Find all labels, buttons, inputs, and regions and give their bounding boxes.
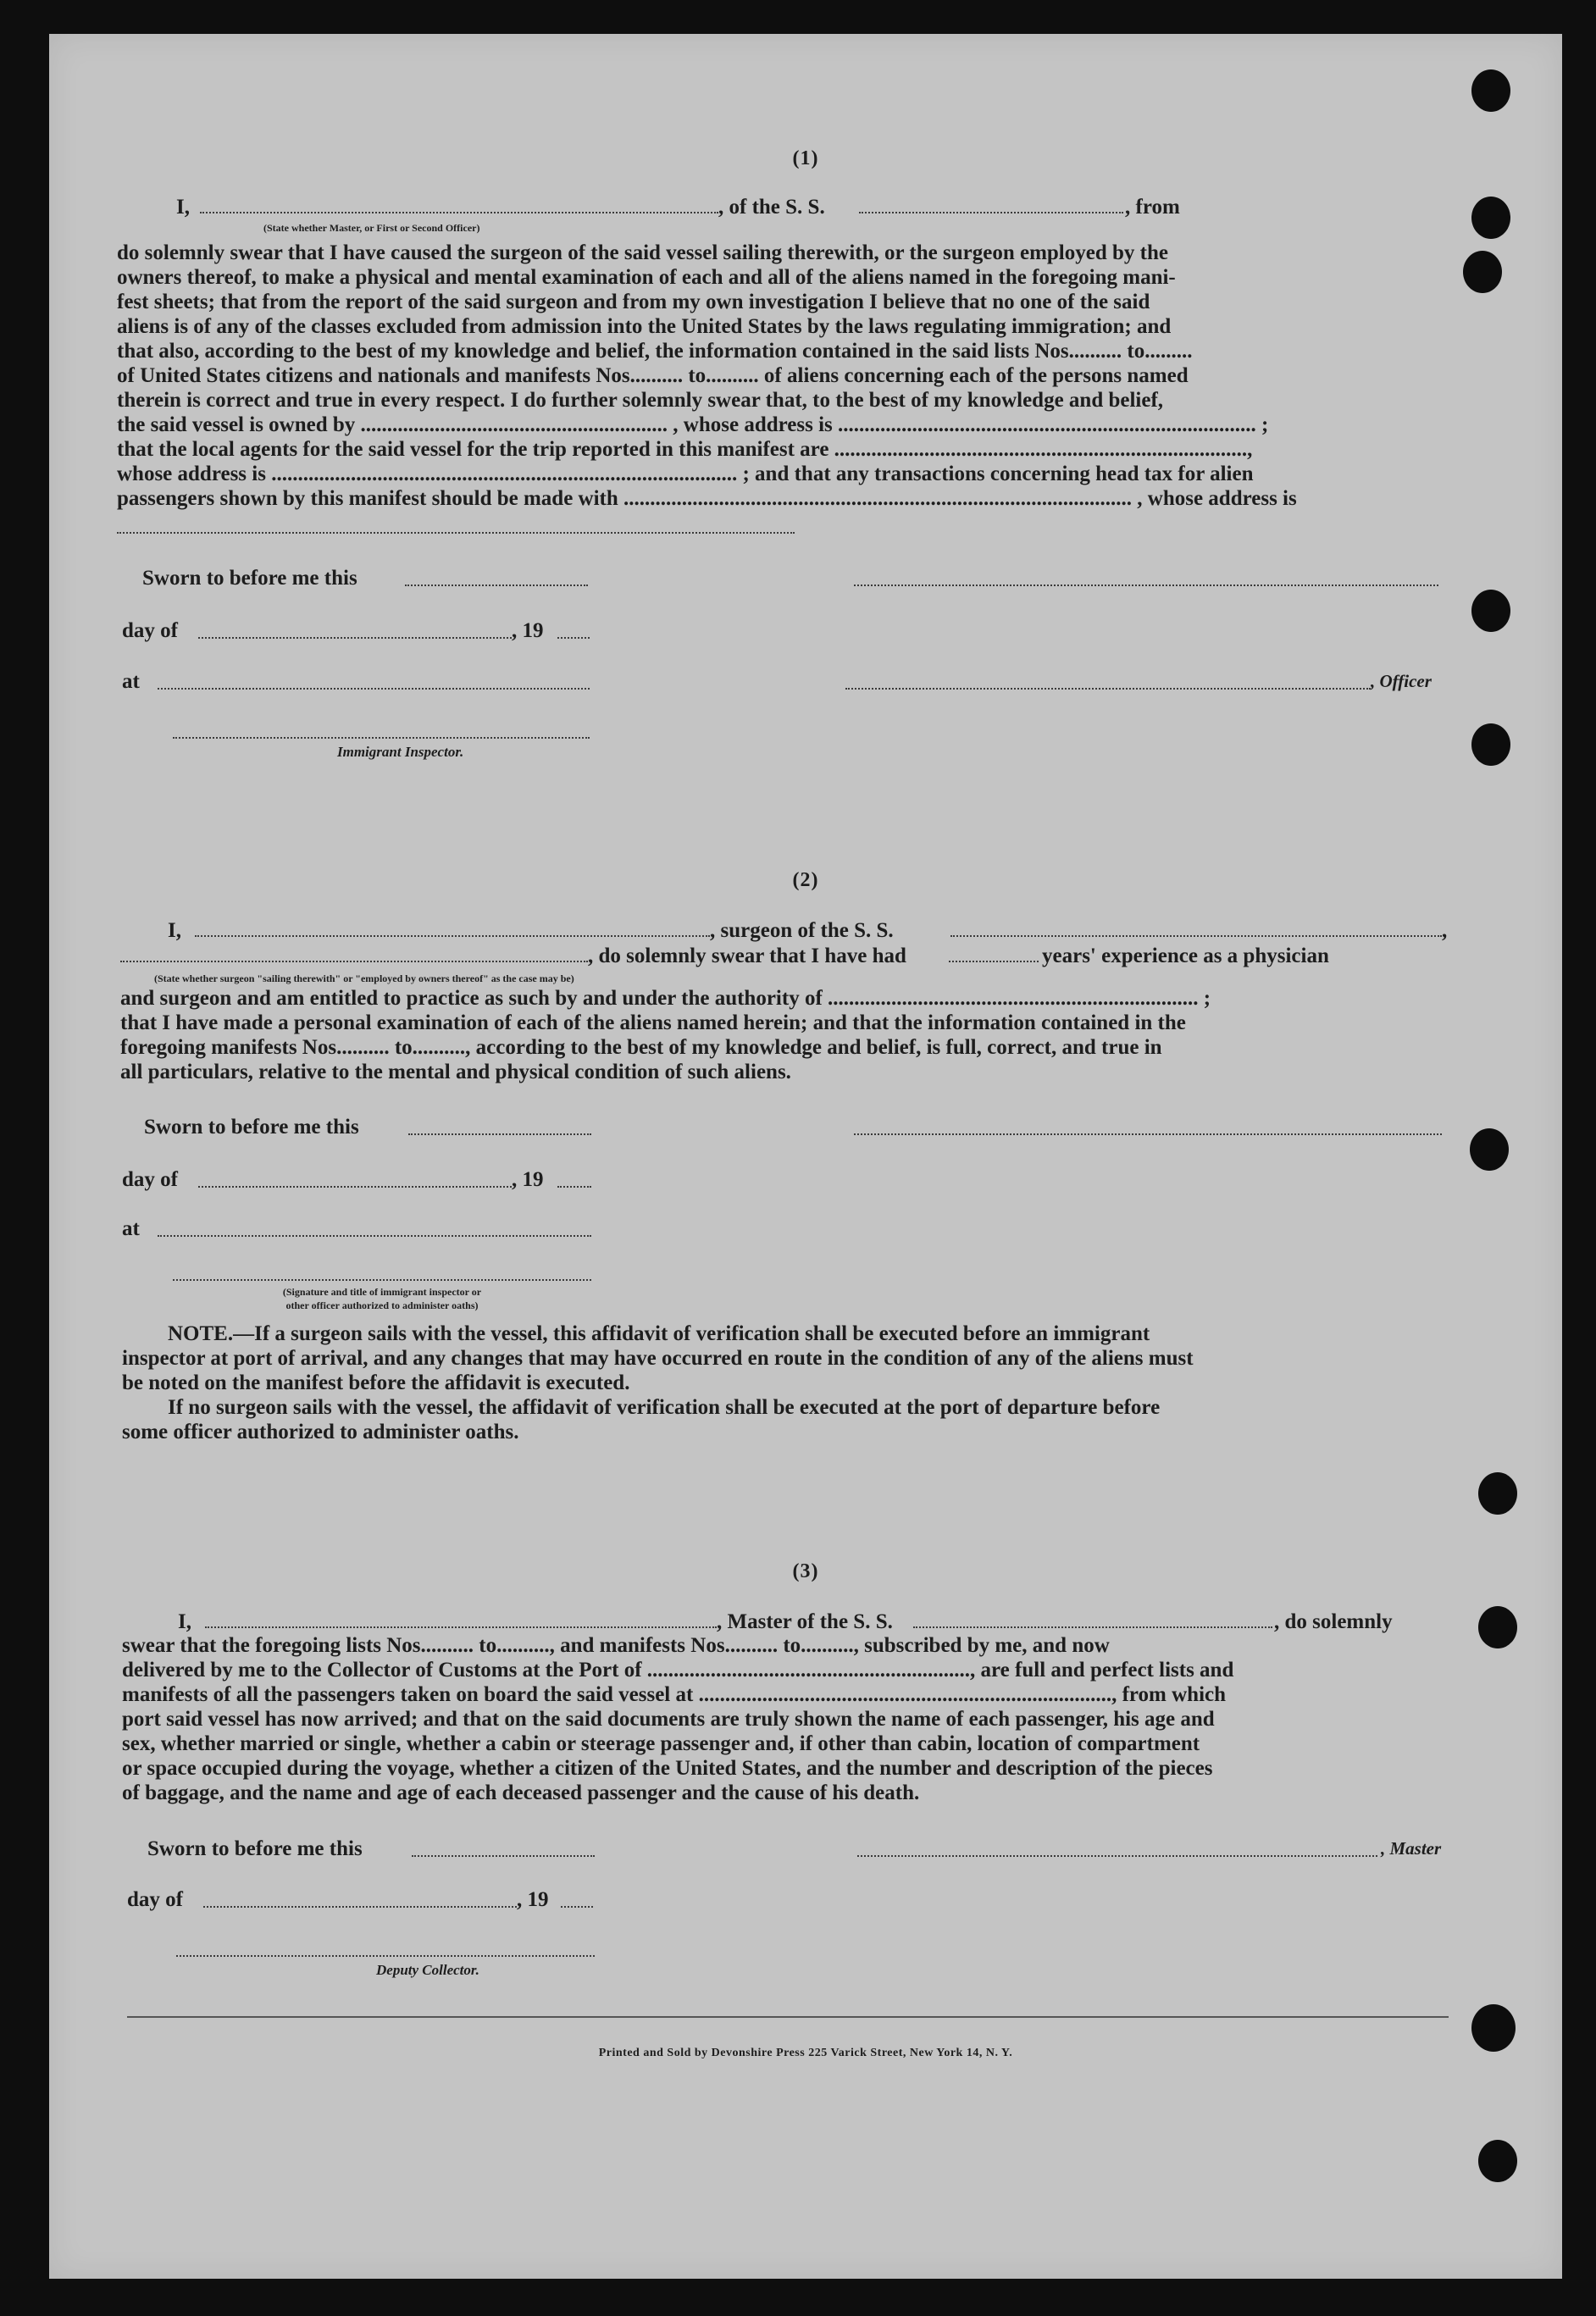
officer-title-field[interactable] xyxy=(845,688,1371,690)
s1-line: do solemnly swear that I have caused the surgeon of the said vessel sailing therewith, or the surgeon employed by the xyxy=(117,241,1168,264)
section-1-number: (1) xyxy=(792,147,819,169)
master-of-label: , Master of the S. S. xyxy=(717,1610,893,1633)
s3-line: delivered by me to the Collector of Customs at the Port of ............................................................., are full and perfect lists and xyxy=(122,1659,1234,1682)
signature-note-2: other officer authorized to administer oaths) xyxy=(285,1299,479,1311)
s2-line: that I have made a personal examination of each of the aliens named herein; and that the information contained in the xyxy=(120,1011,1186,1034)
s1-line: that also, according to the best of my knowledge and belief, the information contained in the said lists Nos.......... to......... xyxy=(117,340,1193,363)
inspector-signature-field[interactable] xyxy=(173,737,590,739)
year-label-2: , 19 xyxy=(512,1168,544,1191)
at-field-1[interactable] xyxy=(158,688,590,690)
manifest-page xyxy=(49,34,1562,2279)
binder-hole xyxy=(1478,1606,1517,1648)
s3-line: port said vessel has now arrived; and that on the said documents are truly shown the name of each passenger, his age and xyxy=(122,1708,1215,1731)
binder-hole xyxy=(1470,1128,1509,1171)
surgeon-signature-field[interactable] xyxy=(854,1133,1442,1135)
immigrant-inspector-label: Immigrant Inspector. xyxy=(337,744,464,760)
officer-signature-field[interactable] xyxy=(854,585,1438,586)
day-of-field-1[interactable] xyxy=(198,637,512,639)
section-2-body xyxy=(120,986,1447,1084)
s1-line: whose address is ........................................................................................ ; and that any transactions concerning head tax for alien xyxy=(117,463,1254,485)
note-line: some officer authorized to administer oaths. xyxy=(122,1421,519,1443)
note-line: be noted on the manifest before the affidavit is executed. xyxy=(122,1371,630,1394)
section-1-i: I, xyxy=(176,196,190,219)
master-signature-field[interactable] xyxy=(857,1855,1377,1857)
binder-hole xyxy=(1471,723,1510,766)
binder-hole xyxy=(1471,590,1510,632)
section-2-number: (2) xyxy=(792,869,819,891)
signature-note-1: (Signature and title of immigrant inspector or xyxy=(282,1286,482,1298)
s1-line: owners thereof, to make a physical and mental examination of each and all of the aliens named in the foregoing mani- xyxy=(117,266,1176,289)
day-of-label-3: day of xyxy=(127,1888,183,1911)
master-vessel-field[interactable] xyxy=(913,1626,1272,1628)
day-of-label-2: day of xyxy=(122,1168,178,1191)
binder-hole xyxy=(1471,2004,1516,2052)
s1-line: of United States citizens and nationals and manifests Nos.......... to.......... of aliens concerning each of the persons named xyxy=(117,364,1189,387)
surgeon-status-note: (State whether surgeon "sailing therewith" or "employed by owners thereof" as the case may be) xyxy=(154,972,574,984)
note-line: If no surgeon sails with the vessel, the affidavit of verification shall be executed at the port of departure before xyxy=(168,1396,1161,1419)
officer-name-field[interactable] xyxy=(200,212,718,213)
year-label-3: , 19 xyxy=(517,1888,549,1911)
note-line: inspector at port of arrival, and any changes that may have occurred en route in the condition of any of the aliens must xyxy=(122,1347,1194,1370)
surgeon-vessel-field[interactable] xyxy=(950,935,1442,937)
s3-line: sex, whether married or single, whether a cabin or steerage passenger and, if other than cabin, location of compartment xyxy=(122,1732,1200,1755)
surgeon-name-field[interactable] xyxy=(195,935,710,937)
section-3-body xyxy=(122,1633,1449,1805)
comma: , xyxy=(1442,919,1448,942)
s2-line: all particulars, relative to the mental and physical condition of such aliens. xyxy=(120,1061,791,1083)
section-1-body xyxy=(117,241,1447,511)
s1-line: therein is correct and true in every respect. I do further solemnly swear that, to the best of my knowledge and belief, xyxy=(117,389,1164,412)
binder-hole xyxy=(1478,2140,1517,2182)
footer-rule xyxy=(127,2016,1449,2018)
master-label: , Master xyxy=(1381,1838,1442,1859)
section-3-i: I, xyxy=(178,1610,191,1633)
vessel-name-field[interactable] xyxy=(859,212,1123,213)
address-continuation-field[interactable] xyxy=(117,532,795,534)
binder-hole xyxy=(1478,1472,1517,1515)
printer-credit: Printed and Sold by Devonshire Press 225 Varick Street, New York 14, N. Y. xyxy=(598,2047,1013,2059)
year-field-2[interactable] xyxy=(557,1186,591,1188)
sworn-label-1: Sworn to before me this xyxy=(142,567,357,590)
s1-line: the said vessel is owned by .......................................................... , whose address is ............................................................................... ; xyxy=(117,413,1269,436)
sworn-day-field-3[interactable] xyxy=(412,1855,595,1857)
s3-line: or space occupied during the voyage, whether a citizen of the United States, and the number and description of the pieces xyxy=(122,1757,1213,1780)
sworn-day-field-2[interactable] xyxy=(408,1133,591,1135)
s3-line: of baggage, and the name and age of each deceased passenger and the cause of his death. xyxy=(122,1781,920,1804)
deputy-collector-label: Deputy Collector. xyxy=(376,1962,479,1978)
binder-hole xyxy=(1471,69,1510,112)
sworn-label-2: Sworn to before me this xyxy=(144,1116,359,1139)
s1-line: aliens is of any of the classes excluded from admission into the United States by the laws regulating immigration; and xyxy=(117,315,1172,338)
s1-line: fest sheets; that from the report of the said surgeon and from my own investigation I believe that no one of the said xyxy=(117,291,1150,313)
years-field[interactable] xyxy=(949,961,1039,962)
s2-line: and surgeon and am entitled to practice as such by and under the authority of ...................................................................... ; xyxy=(120,987,1211,1010)
day-of-field-2[interactable] xyxy=(198,1186,512,1188)
at-label-2: at xyxy=(122,1217,140,1240)
day-of-label-1: day of xyxy=(122,619,178,642)
state-officer-note: (State whether Master, or First or Second Officer) xyxy=(263,222,480,234)
solemnly-swear-label: , do solemnly swear that I have had xyxy=(588,945,906,967)
year-label-1: , 19 xyxy=(512,619,544,642)
at-field-2[interactable] xyxy=(158,1235,591,1237)
s1-line: that the local agents for the said vessel for the trip reported in this manifest are .............................................................................., xyxy=(117,438,1253,461)
surgeon-status-field[interactable] xyxy=(120,961,588,962)
do-solemnly-label: , do solemnly xyxy=(1274,1610,1393,1633)
at-label-1: at xyxy=(122,670,140,693)
s2-line: foregoing manifests Nos.......... to.........., according to the best of my knowledge and belief, is full, correct, and true in xyxy=(120,1036,1162,1059)
officer-label: , Officer xyxy=(1371,671,1432,691)
binder-hole xyxy=(1471,197,1510,239)
master-name-field[interactable] xyxy=(205,1626,717,1628)
s1-line: passengers shown by this manifest should be made with ................................................................................................ , whose address is xyxy=(117,487,1297,510)
surgeon-of-label: , surgeon of the S. S. xyxy=(710,919,894,942)
day-of-field-3[interactable] xyxy=(203,1906,517,1908)
sworn-label-3: Sworn to before me this xyxy=(147,1837,363,1860)
note-block xyxy=(122,1321,1449,1444)
from-label: , from xyxy=(1125,196,1180,219)
section-3-number: (3) xyxy=(792,1560,819,1582)
year-field-1[interactable] xyxy=(557,637,590,639)
year-field-3[interactable] xyxy=(561,1906,593,1908)
of-ss-label: , of the S. S. xyxy=(718,196,825,219)
note-line: NOTE.—If a surgeon sails with the vessel, this affidavit of verification shall be executed before an immigrant xyxy=(168,1322,1150,1345)
years-experience-label: years' experience as a physician xyxy=(1042,945,1329,967)
s3-line: swear that the foregoing lists Nos.......... to.........., and manifests Nos.......... to.........., subscribed by me, and now xyxy=(122,1634,1110,1657)
signature-title-field-2[interactable] xyxy=(173,1279,591,1281)
deputy-collector-signature-field[interactable] xyxy=(176,1955,595,1957)
sworn-day-field-1[interactable] xyxy=(405,585,588,586)
section-2-i: I, xyxy=(168,919,181,942)
s3-line: manifests of all the passengers taken on board the said vessel at .............................................................................., from which xyxy=(122,1683,1227,1706)
binder-hole xyxy=(1463,251,1502,293)
